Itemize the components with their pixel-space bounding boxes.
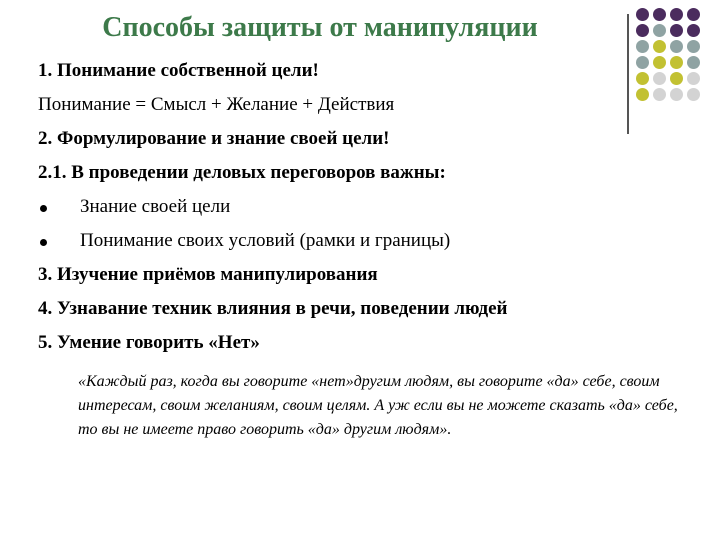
content-list <box>38 54 507 360</box>
decorative-dot <box>687 24 700 37</box>
decorative-dot <box>636 40 649 53</box>
decorative-dot <box>687 8 700 21</box>
decorative-dot <box>636 8 649 21</box>
bullet-item: Понимание своих условий (рамки и границы) <box>38 224 507 258</box>
decorative-dot <box>653 40 666 53</box>
decorative-dot-grid <box>636 8 720 108</box>
list-item: 2. Формулирование и знание своей цели! <box>38 128 390 149</box>
decorative-dot <box>687 56 700 69</box>
slide-title: Способы защиты от манипуляции <box>102 12 538 43</box>
decorative-dot <box>687 72 700 85</box>
decorative-dot <box>670 40 683 53</box>
decorative-dot <box>653 88 666 101</box>
decorative-dot <box>670 8 683 21</box>
decorative-dot <box>636 24 649 37</box>
decorative-dot <box>687 88 700 101</box>
list-item: 2.1. В проведении деловых переговоров важны: <box>38 162 446 183</box>
decorative-dot <box>670 88 683 101</box>
list-item: 4. Узнавание техник влияния в речи, поведении людей <box>38 298 508 319</box>
decorative-dot <box>687 40 700 53</box>
decorative-dot <box>636 56 649 69</box>
list-item: Понимание = Смысл + Желание + Действия <box>38 94 395 115</box>
list-item: 3. Изучение приёмов манипулирования <box>38 264 378 285</box>
decorative-dot <box>670 24 683 37</box>
divider-line <box>627 14 629 134</box>
quote-text: «Каждый раз, когда вы говорите «нет»другим людям, вы говорите «да» себе, своим интересам, своим желаниям, своим целям. А уж если вы не можете сказать «да» себе, то вы не имеете право говорить «да» другим людям». <box>78 373 678 438</box>
decorative-dot <box>636 88 649 101</box>
decorative-dot <box>670 72 683 85</box>
decorative-dot <box>653 24 666 37</box>
decorative-dot <box>653 56 666 69</box>
decorative-dot <box>636 72 649 85</box>
bullet-item: Знание своей цели <box>38 190 507 224</box>
decorative-dot <box>653 72 666 85</box>
decorative-dot <box>653 8 666 21</box>
list-item: 1. Понимание собственной цели! <box>38 60 319 81</box>
list-item: 5. Умение говорить «Нет» <box>38 332 260 353</box>
decorative-dot <box>670 56 683 69</box>
